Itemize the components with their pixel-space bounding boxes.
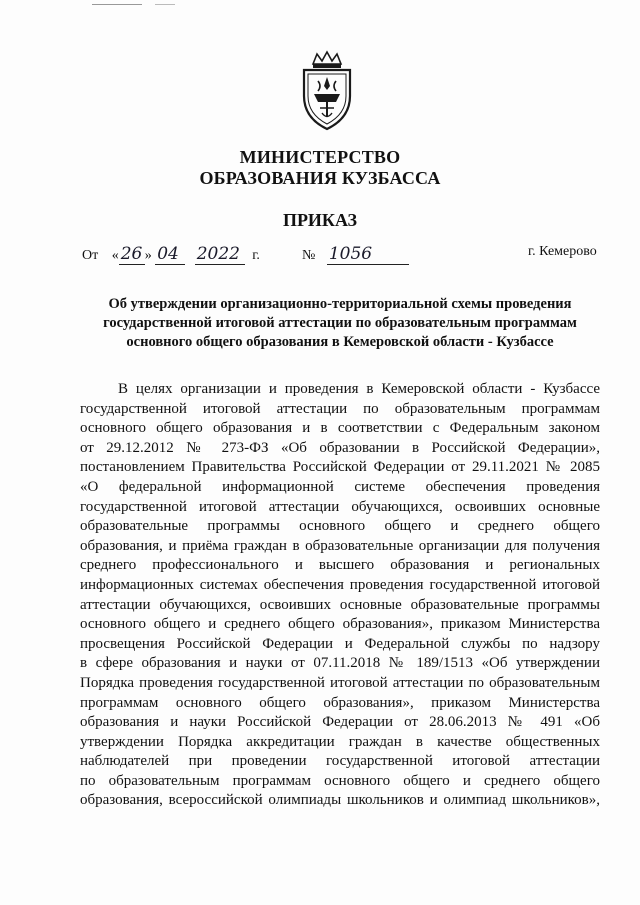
coat-of-arms-icon [296, 50, 358, 132]
body-line-text: по образовательным программам основного общего и среднего общего [80, 772, 600, 789]
date-quote-open: « [111, 248, 119, 263]
scan-artifact [155, 4, 175, 5]
date-month: 04 [155, 244, 185, 265]
body-line-text: основного общего и среднего общего образования», приказом Министерства [80, 616, 600, 633]
body-line [80, 596, 600, 616]
order-number [302, 244, 409, 265]
body-line-text: В целях организации и проведения в Кемеровской области - Кузбассе [118, 381, 600, 397]
body-line [80, 419, 600, 439]
body-line-text: наблюдателей при проведении государственной итоговой аттестации [80, 753, 600, 770]
body-line-text: «О федеральной информационной системе обеспечения проведения [80, 478, 600, 495]
body-line [80, 498, 600, 518]
body-line-text: государственной итоговой аттестации по образовательным программам [80, 400, 600, 417]
city: г. Кемерово [528, 244, 597, 259]
body-line-text: основного общего образования и в соответствии с Федеральным законом [80, 420, 600, 437]
body-line [80, 772, 600, 792]
order-title: ПРИКАЗ [282, 210, 358, 230]
subject-line: Об утверждении организационно-территориальной схемы проведения [108, 296, 572, 312]
body-line [80, 576, 600, 596]
ministry-name-line1: МИНИСТЕРСТВО [239, 147, 401, 167]
body-line [80, 752, 600, 772]
body-line [80, 654, 600, 674]
body-line-text: государственной итоговой аттестации обучающихся, освоивших основные [80, 498, 600, 515]
from-label: От [82, 248, 99, 263]
body-line-text: программам основного общего образования», приказом Министерства [80, 694, 600, 711]
body-line [80, 458, 600, 478]
number-value: 1056 [327, 244, 409, 265]
body-line-text: в сфере образования и науки от 07.11.2018 № 189/1513 «Об утверждении [80, 655, 600, 672]
body-line-text: аттестации обучающихся, освоивших основные образовательные программы [80, 596, 600, 613]
body-line-text: образования и науки Российской Федерации от 28.06.2013 № 491 «Об [80, 714, 600, 731]
body-line [80, 556, 600, 576]
subject-line: государственной итоговой аттестации по образовательным программам [103, 315, 577, 331]
body-line [80, 517, 600, 537]
scan-artifact [92, 4, 142, 5]
body-line [80, 380, 600, 400]
body-line [80, 733, 600, 753]
date-day: 26 [119, 244, 145, 265]
body-line-text: среднего профессионального и высшего образования и региональных [80, 557, 600, 574]
subject-line: основного общего образования в Кемеровской области - Кузбассе [126, 334, 554, 350]
body-line-text: Порядка проведения государственной итоговой аттестации по образовательным [80, 674, 600, 691]
body-line-text: информационных системах обеспечения проведения государственной итоговой [80, 576, 600, 593]
body-line [80, 694, 600, 714]
order-date [82, 244, 260, 265]
body-line-text: просвещения Российской Федерации и Федеральной службы по надзору [80, 635, 600, 652]
body-line-text: постановлением Правительства Российской Федерации от 29.11.2021 № 2085 [80, 459, 600, 476]
body-line-text: утверждении Порядка аккредитации граждан в качестве общественных [80, 733, 600, 750]
year-suffix: г. [252, 248, 260, 263]
body-line [80, 439, 600, 459]
body-line [80, 478, 600, 498]
body-line [80, 400, 600, 420]
body-line [80, 713, 600, 733]
body-line [80, 537, 600, 557]
date-year: 2022 [195, 244, 245, 265]
ministry-name-line2: ОБРАЗОВАНИЯ КУЗБАССА [199, 168, 441, 188]
body-line [80, 615, 600, 635]
number-label: № [302, 248, 316, 263]
order-body [80, 380, 600, 811]
body-line-text: от 29.12.2012 № 273-ФЗ «Об образовании в Российской Федерации», [80, 439, 600, 456]
body-line-text: образования, и приёма граждан в образовательные организации для получения [80, 537, 600, 554]
body-line [80, 674, 600, 694]
order-subject [70, 295, 610, 352]
date-quote-close: » [144, 248, 152, 263]
body-line-text: образования, всероссийской олимпиады школьников и олимпиад школьников», [80, 792, 600, 809]
body-line-text: образовательные программы основного общего и среднего общего [80, 518, 600, 535]
body-line [80, 791, 600, 811]
body-line [80, 635, 600, 655]
